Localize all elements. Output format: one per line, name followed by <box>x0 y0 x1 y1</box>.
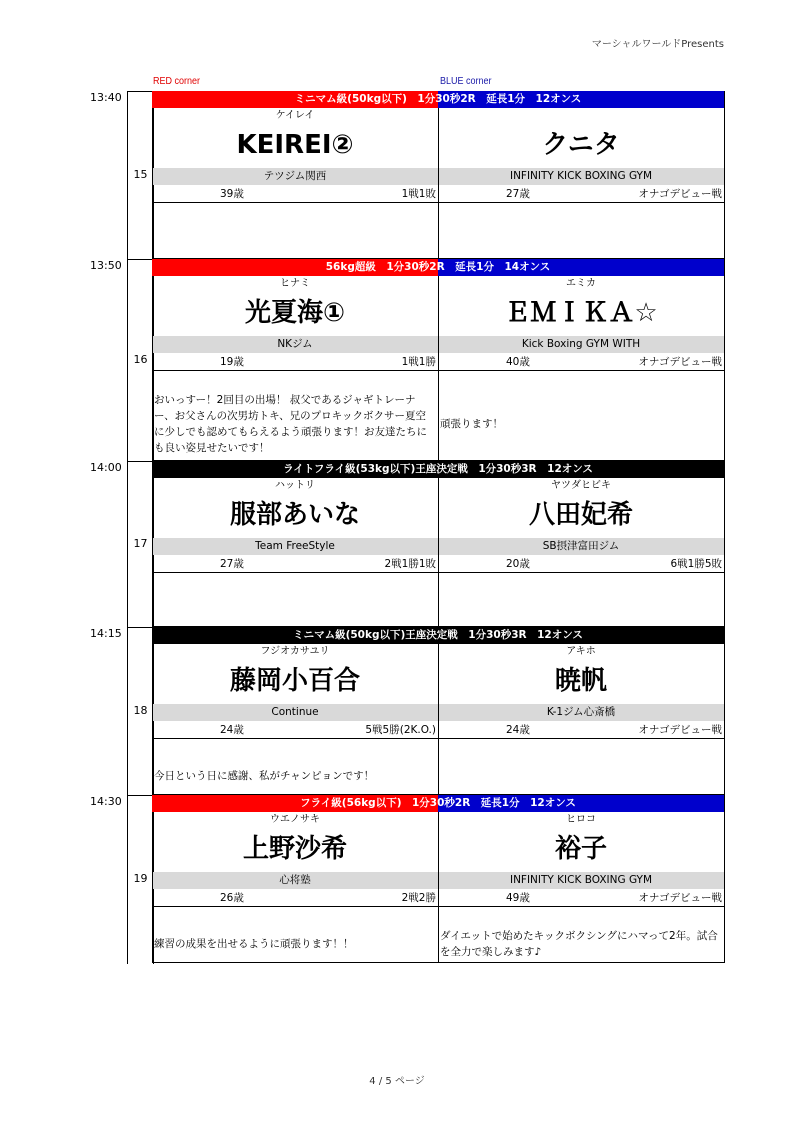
fighter-age: 24歳 <box>220 724 244 736</box>
bout-number-cell <box>127 461 154 628</box>
bout-header-text: ミニマム級(50kg以下)王座決定戦 1分30秒3R 12オンス <box>293 629 583 641</box>
fighter-name: 上野沙希 <box>242 834 347 864</box>
bout-number-cell <box>127 91 154 260</box>
bout-header <box>152 91 724 108</box>
fighter-kana: ヒロコ <box>566 814 596 825</box>
bout-number: 17 <box>133 537 148 550</box>
fighter-record: 2戦2勝 <box>401 892 436 904</box>
fighter-gym: INFINITY KICK BOXING GYM <box>438 168 724 185</box>
fighter-kana: ケイレイ <box>275 110 315 121</box>
fighter-kana: フジオカサユリ <box>260 646 330 657</box>
fighter-gym: Team FreeStyle <box>152 538 438 555</box>
fighter-record: オナゴデビュー戦 <box>638 188 722 200</box>
fighter-name: 裕子 <box>554 834 607 864</box>
fighter-name: 光夏海① <box>244 298 345 328</box>
fighter-comment: ダイエットで始めたキックボクシングにハマって2年。試合を全力で楽しみます♪ <box>440 929 718 958</box>
fighter-age: 49歳 <box>506 892 530 904</box>
bout-block <box>0 795 794 963</box>
fighter-kana: エミカ <box>566 278 596 289</box>
fighter-age: 27歳 <box>506 188 530 200</box>
bout-grid <box>152 259 724 461</box>
fighter-gym: テツジム関西 <box>152 168 438 185</box>
fighter-gym: Continue <box>152 704 438 721</box>
bout-time: 14:15 <box>90 627 122 640</box>
bout-header <box>152 259 724 276</box>
fighter-age: 26歳 <box>220 892 244 904</box>
bout-time: 13:50 <box>90 259 122 272</box>
fighter-record: オナゴデビュー戦 <box>638 356 722 368</box>
red-corner-label: RED corner <box>153 76 201 87</box>
fighter-comment: 練習の成果を出せるように頑張ります！！ <box>154 937 354 950</box>
fighter-comment: 頑張ります！ <box>440 418 503 430</box>
bout-header-text: ライトフライ級(53kg以下)王座決定戦 1分30秒3R 12オンス <box>283 463 593 475</box>
fighter-record: 2戦1勝1敗 <box>384 558 436 570</box>
fighter-age: 27歳 <box>220 558 244 570</box>
bout-header <box>152 627 724 644</box>
bout-header <box>152 795 724 812</box>
bout-number-cell <box>127 259 154 462</box>
bout-header-text: 56kg超級 1分30秒2R 延長1分 14オンス <box>325 261 551 273</box>
fighter-name: 藤岡小百合 <box>229 666 360 696</box>
bout-time: 14:00 <box>90 461 122 474</box>
bout-header-text: フライ級(56kg以下) 1分30秒2R 延長1分 12オンス <box>300 797 576 809</box>
bout-grid <box>152 795 724 963</box>
bout-grid <box>152 91 724 259</box>
bout-grid <box>152 627 724 795</box>
fighter-name: 八田妃希 <box>528 500 633 530</box>
fighter-gym: 心将塾 <box>152 872 438 889</box>
fighter-kana: ヒナミ <box>280 278 310 289</box>
fighter-gym: INFINITY KICK BOXING GYM <box>438 872 724 889</box>
bout-block <box>0 91 794 259</box>
fighter-name: クニタ <box>542 130 620 160</box>
bout-number: 15 <box>133 168 148 181</box>
bout-time: 13:40 <box>90 91 122 104</box>
bout-block <box>0 461 794 627</box>
bout-block <box>0 259 794 461</box>
bout-block <box>0 627 794 795</box>
fighter-name: KEIREI② <box>236 130 354 160</box>
fighter-gym: NKジム <box>152 336 438 353</box>
bout-number: 19 <box>133 872 148 885</box>
bout-header <box>152 461 724 478</box>
fighter-name: 暁帆 <box>554 666 607 696</box>
presenter-text: マーシャルワールドPresents <box>591 39 724 50</box>
bout-header-text: ミニマム級(50kg以下) 1分30秒2R 延長1分 12オンス <box>294 93 582 105</box>
bout-grid <box>152 461 724 627</box>
fighter-kana: ハットリ <box>275 480 315 491</box>
fighter-record: 1戦1敗 <box>401 188 436 200</box>
page-footer: 4 / 5 ページ <box>369 1076 425 1087</box>
blue-corner-label: BLUE corner <box>440 76 492 87</box>
fighter-record: オナゴデビュー戦 <box>638 724 722 736</box>
bout-number-cell <box>127 627 154 796</box>
fighter-kana <box>438 108 724 123</box>
fighter-age: 40歳 <box>506 356 530 368</box>
fighter-age: 20歳 <box>506 558 530 570</box>
fighter-record: 1戦1勝 <box>401 356 436 368</box>
fighter-age: 19歳 <box>220 356 244 368</box>
fighter-kana: アキホ <box>566 646 596 657</box>
fighter-name: ＥＭＩＫＡ☆ <box>504 298 658 328</box>
fighter-comment: 今日という日に感謝、私がチャンピョンです！ <box>154 769 375 782</box>
fighter-gym: K-1ジム心斎橋 <box>438 704 724 721</box>
fighter-record: オナゴデビュー戦 <box>638 892 722 904</box>
fighter-kana: ヤツダヒビキ <box>551 480 611 491</box>
bout-time: 14:30 <box>90 795 122 808</box>
fighter-gym: SB摂津富田ジム <box>438 538 724 555</box>
fighter-comment: おいっすー！2回目の出場！ 叔父であるジャギトレーナー、お父さんの次男坊トキ、兄のプロキックボクサー夏空に少しでも認めてもらえるよう頑張ります！お友達たちにも良い姿見せたいです！ <box>154 394 427 454</box>
fighter-record: 5戦5勝(2K.O.) <box>365 724 436 736</box>
fighter-kana: ウエノサキ <box>270 814 320 825</box>
fighter-age: 24歳 <box>506 724 530 736</box>
bout-number: 16 <box>133 353 148 366</box>
bout-number: 18 <box>133 704 148 717</box>
fighter-age: 39歳 <box>220 188 244 200</box>
fighter-name: 服部あいな <box>229 500 360 530</box>
fighter-record: 6戦1勝5敗 <box>670 558 722 570</box>
fighter-gym: Kick Boxing GYM WITH <box>438 336 724 353</box>
bout-number-cell <box>127 795 154 964</box>
